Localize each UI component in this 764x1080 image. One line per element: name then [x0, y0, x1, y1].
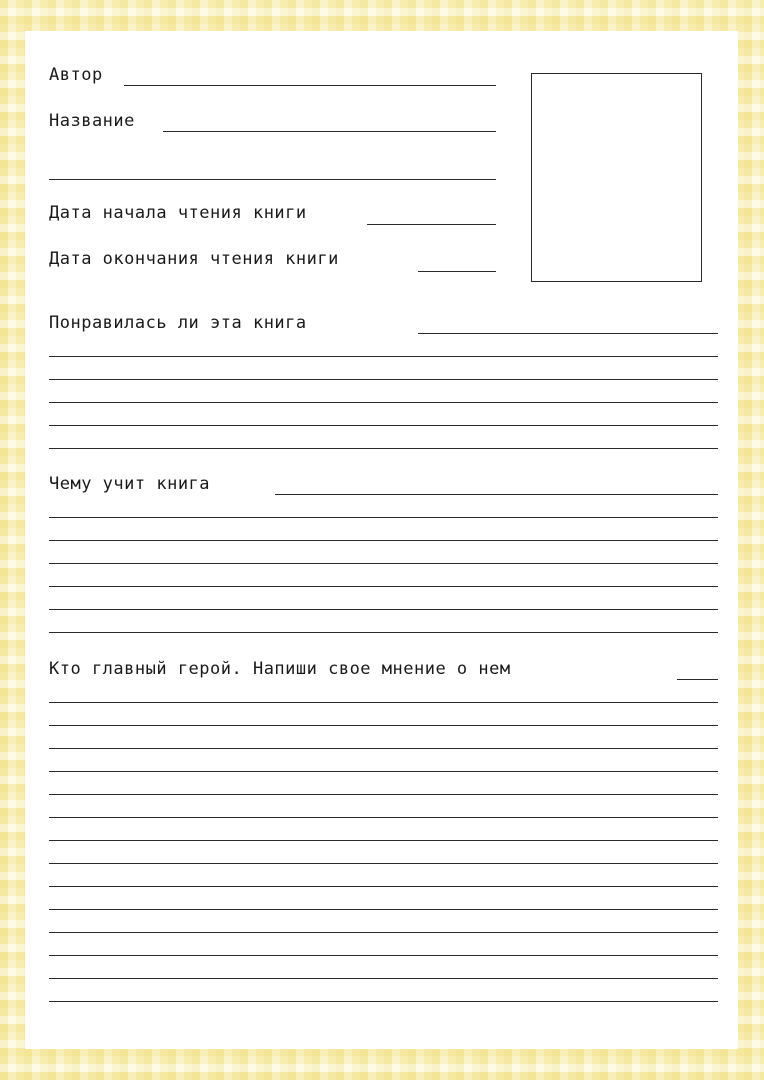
teaches-label: Чему учит книга: [49, 474, 211, 494]
title-label: Название: [49, 111, 135, 131]
hero-label: Кто главный герой. Напиши свое мнение о нем: [49, 659, 511, 679]
writing-line[interactable]: [49, 909, 718, 910]
writing-line[interactable]: [49, 632, 718, 633]
writing-line[interactable]: [49, 725, 718, 726]
start-date-field[interactable]: [367, 224, 496, 225]
writing-line[interactable]: [49, 978, 718, 979]
end-date-field[interactable]: [418, 271, 496, 272]
writing-line[interactable]: [49, 748, 718, 749]
writing-line[interactable]: [49, 1001, 718, 1002]
writing-line[interactable]: [49, 379, 718, 380]
writing-line[interactable]: [49, 794, 718, 795]
writing-line[interactable]: [49, 586, 718, 587]
teaches-field[interactable]: [275, 494, 718, 495]
start-date-label: Дата начала чтения книги: [49, 203, 307, 223]
writing-line[interactable]: [49, 702, 718, 703]
writing-line[interactable]: [49, 840, 718, 841]
writing-line[interactable]: [49, 817, 718, 818]
writing-line[interactable]: [49, 425, 718, 426]
writing-line[interactable]: [49, 356, 718, 357]
author-label: Автор: [49, 65, 103, 85]
writing-line[interactable]: [49, 863, 718, 864]
title-field[interactable]: [163, 131, 496, 132]
end-date-label: Дата окончания чтения книги: [49, 249, 339, 269]
writing-line[interactable]: [49, 771, 718, 772]
writing-line[interactable]: [49, 886, 718, 887]
writing-line[interactable]: [49, 955, 718, 956]
writing-line[interactable]: [49, 540, 718, 541]
liked-label: Понравилась ли эта книга: [49, 313, 307, 333]
writing-line[interactable]: [49, 402, 718, 403]
writing-line[interactable]: [49, 448, 718, 449]
writing-line[interactable]: [49, 932, 718, 933]
reading-diary-sheet: [25, 31, 738, 1049]
liked-field[interactable]: [418, 333, 718, 334]
writing-line[interactable]: [49, 609, 718, 610]
hero-field[interactable]: [677, 679, 718, 680]
title-field-continuation[interactable]: [49, 179, 496, 180]
writing-line[interactable]: [49, 517, 718, 518]
writing-line[interactable]: [49, 563, 718, 564]
book-cover-frame[interactable]: [531, 73, 702, 282]
author-field[interactable]: [124, 85, 496, 86]
